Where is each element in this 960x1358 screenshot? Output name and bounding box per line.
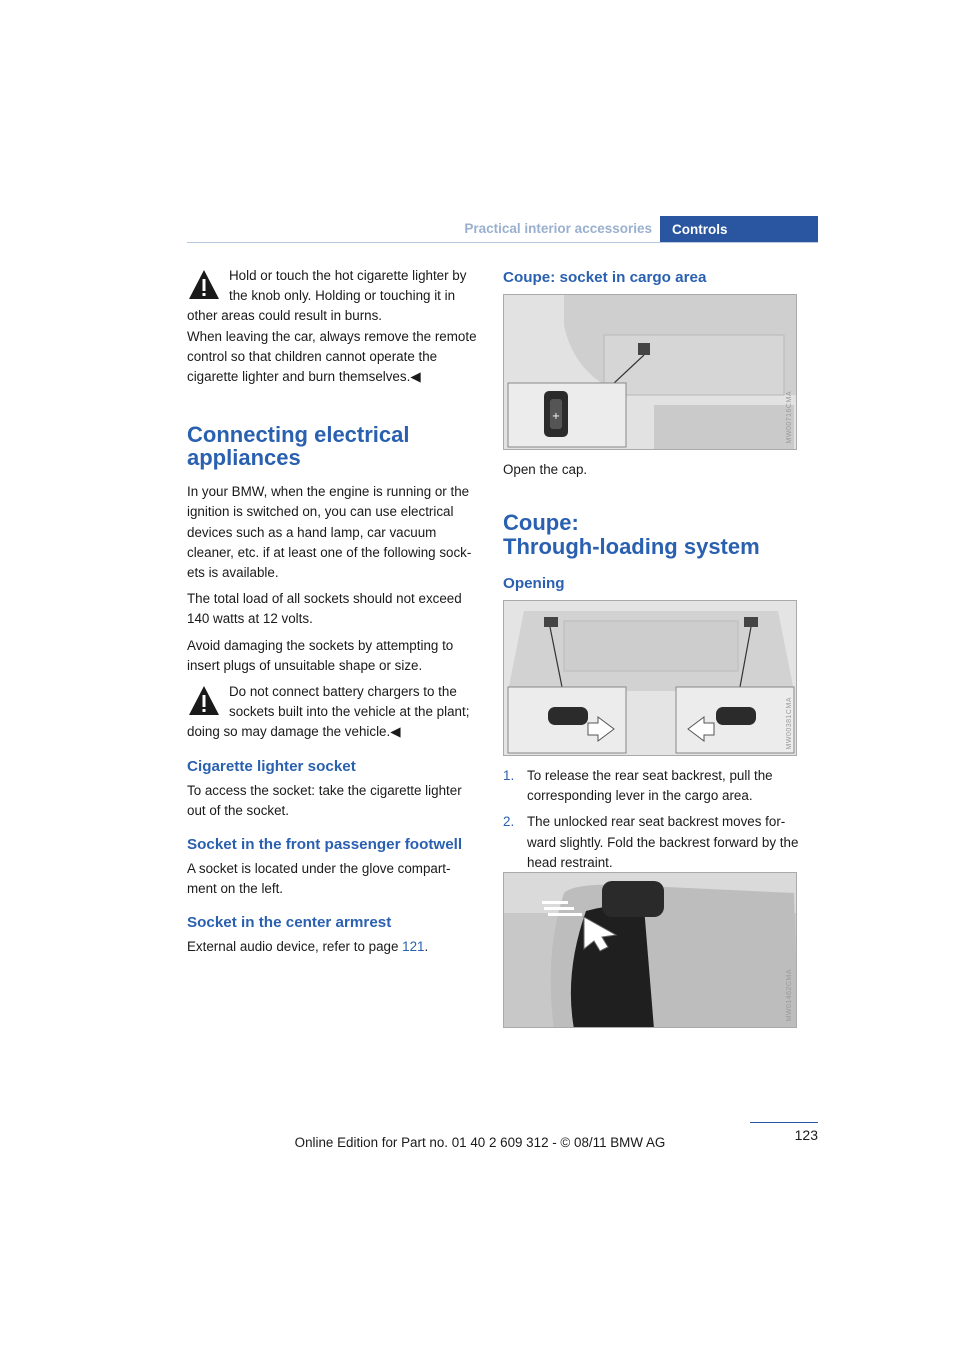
rear-seat-illustration — [504, 873, 797, 1028]
paragraph-footwell: A socket is located under the glove compart-ment on the left. — [187, 861, 451, 897]
list-item — [503, 766, 803, 806]
paragraph-avoid: Avoid damaging the sockets by attempting to insert plugs of unsuitable shape or size. — [187, 637, 454, 673]
through-loading-illustration — [504, 601, 797, 756]
step-number: 1. — [503, 768, 515, 783]
warning-triangle-icon — [187, 268, 221, 302]
step-text: The unlocked rear seat backrest moves for-ward slightly. Fold the backrest forward by the head restraint. — [527, 814, 799, 870]
page-number: 123 — [794, 1127, 818, 1143]
warning2-line1: Do not connect battery chargers to the — [229, 684, 457, 700]
list-item — [503, 812, 803, 873]
steps-list — [503, 766, 803, 879]
heading-armrest-socket: Socket in the center armrest — [187, 914, 392, 932]
heading-footwell-socket: Socket in the front passenger footwell — [187, 836, 463, 854]
warning1-line2: the knob only. Holding or touching it in — [229, 288, 456, 304]
edition-notice: Online Edition for Part no. 01 40 2 609 312 - © 08/11 BMW AG — [294, 1135, 666, 1150]
warning-triangle-icon — [187, 684, 221, 718]
image-code: MW00716CMA — [786, 390, 793, 443]
paragraph-intro: In your BMW, when the engine is running or the ignition is switched on, you can use electrical devices such as a hand lamp, car vacuum cleaner, etc. if at least one of the following sock-ets is available. — [187, 484, 472, 581]
header-section-title: Practical interior accessories — [464, 221, 652, 236]
step-number: 2. — [503, 814, 515, 830]
warning1-paragraph: When leaving the car, always remove the remote control so that children cannot operate the cigarette lighter and burn themselves. — [187, 328, 477, 385]
warning-hot-lighter — [187, 266, 479, 387]
end-marker-icon: ◀ — [390, 724, 401, 740]
heading-cigarette-lighter-socket: Cigarette lighter socket — [187, 757, 356, 775]
image-through-loading — [503, 600, 797, 756]
header-rule — [187, 242, 818, 243]
heading-opening: Opening — [503, 575, 565, 592]
heading-connecting-appliances: Connecting electrical appliances — [187, 422, 410, 471]
step-text: To release the rear seat backrest, pull the corresponding lever in the cargo area. — [527, 768, 773, 804]
paragraph-lighter: To access the socket: take the cigarette lighter out of the socket. — [187, 782, 462, 818]
left-column — [187, 266, 479, 964]
warning2-rest: doing so may damage the vehicle. — [187, 724, 391, 740]
header-chapter-tab: Controls — [660, 216, 818, 243]
image-code: MW00381CMA — [786, 696, 793, 749]
warning2-line2: sockets built into the vehicle at the plant; — [229, 704, 470, 720]
paragraph-open-cap: Open the cap. — [503, 462, 588, 477]
image-rear-seat-backrest — [503, 872, 797, 1028]
cargo-socket-illustration — [504, 295, 797, 450]
paragraph-load: The total load of all sockets should not exceed 140 watts at 12 volts. — [187, 591, 462, 627]
paragraph-armrest: External audio device, refer to page — [187, 939, 399, 955]
warning1-line1: Hold or touch the hot cigarette lighter by — [229, 268, 467, 283]
heading-cargo-socket: Coupe: socket in cargo area — [503, 269, 707, 286]
svg-text:+: + — [551, 411, 561, 422]
paragraph-armrest-end: . — [424, 939, 429, 955]
image-cargo-socket — [503, 294, 797, 450]
image-code: MW01462CMA — [786, 968, 793, 1021]
footer-rule — [750, 1122, 818, 1123]
page-reference-link[interactable]: 121 — [402, 939, 425, 955]
heading-through-loading-line1: Coupe: — [503, 510, 579, 535]
end-marker-icon: ◀ — [410, 369, 421, 385]
warning-battery-chargers — [187, 682, 479, 743]
heading-through-loading-line2: Through-loading system — [503, 534, 760, 559]
warning1-rest: other areas could result in burns. — [187, 308, 383, 324]
